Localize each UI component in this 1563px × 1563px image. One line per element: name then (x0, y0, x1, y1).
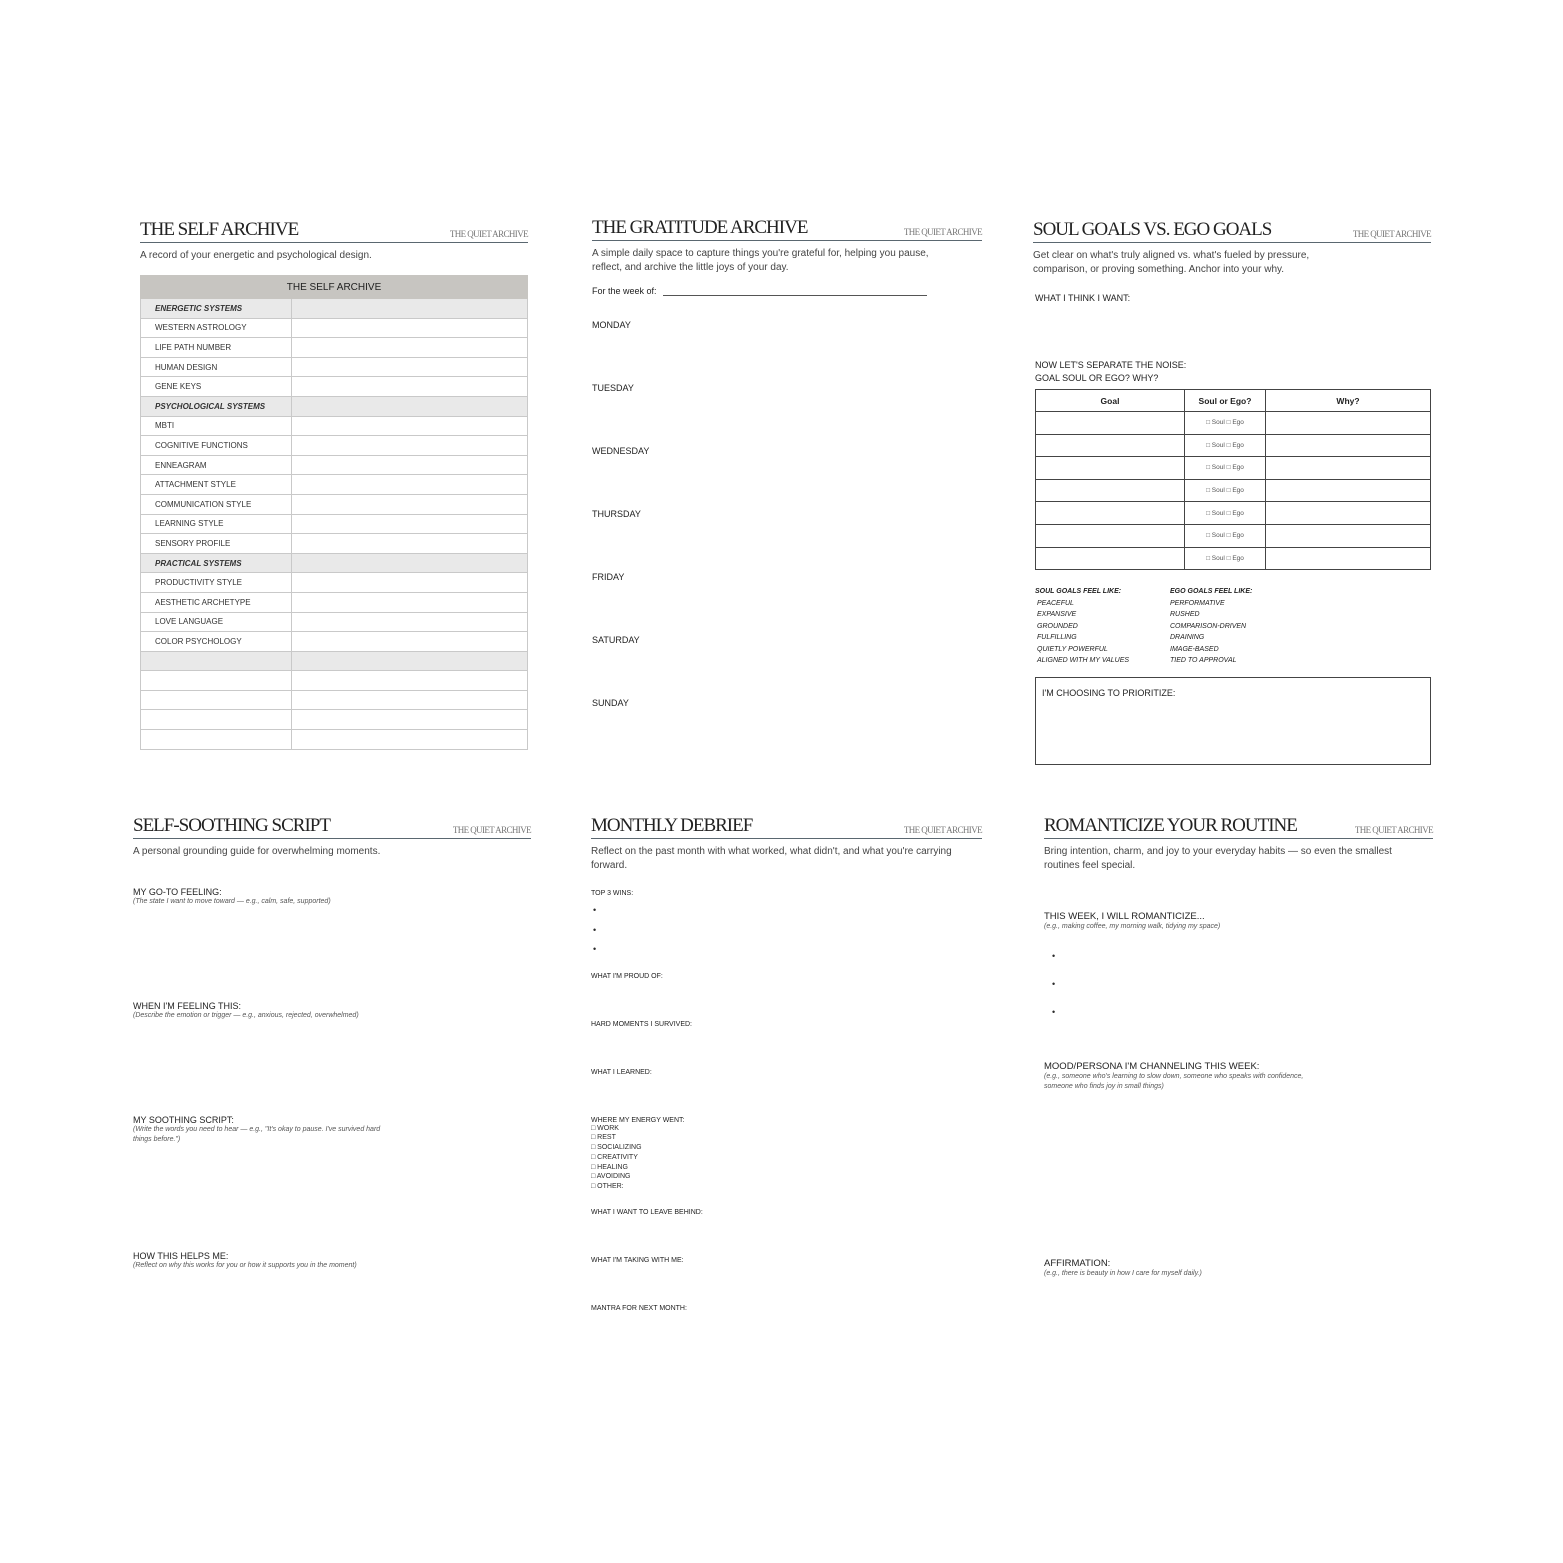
soul-ego-choice[interactable]: □ Soul □ Ego (1185, 479, 1266, 502)
leave-label: WHAT I WANT TO LEAVE BEHIND: (591, 1209, 703, 1217)
table-row (141, 710, 528, 730)
table-row (141, 494, 528, 514)
self-soothing-page (133, 814, 531, 1365)
row-value-cell[interactable] (292, 455, 528, 475)
goal-cell[interactable] (1036, 479, 1185, 502)
energy-option-checkbox[interactable]: □ WORK (591, 1124, 619, 1132)
row-value-cell[interactable] (292, 573, 528, 593)
table-row (1036, 479, 1431, 502)
day-label: SATURDAY (592, 635, 640, 645)
row-value-cell[interactable] (292, 416, 528, 436)
page-title: MONTHLY DEBRIEF (591, 815, 753, 836)
day-label: SUNDAY (592, 698, 629, 708)
soothing-section (133, 1001, 531, 1115)
section-row (141, 299, 528, 319)
table-row (141, 632, 528, 652)
ego-feel-list (1170, 586, 1305, 667)
table-row (141, 730, 528, 750)
win-bullet: • (593, 905, 597, 915)
ego-feel-item: RUSHED (1170, 611, 1200, 619)
week-label: THIS WEEK, I WILL ROMANTICIZE... (1044, 911, 1205, 922)
table-row (141, 534, 528, 554)
row-label: LOVE LANGUAGE (141, 612, 292, 632)
row-label: WESTERN ASTROLOGY (141, 318, 292, 338)
section-hint: (Describe the emotion or trigger — e.g., anxious, rejected, overwhelmed) (133, 1012, 359, 1019)
energy-option-checkbox[interactable]: □ SOCIALIZING (591, 1144, 642, 1152)
page-header (592, 216, 982, 241)
energy-option-checkbox[interactable]: □ HEALING (591, 1163, 628, 1171)
day-label: WEDNESDAY (592, 446, 650, 456)
table-header: THE SELF ARCHIVE (141, 276, 528, 299)
day-label: MONDAY (592, 320, 631, 330)
row-label (141, 651, 292, 671)
why-cell[interactable] (1266, 457, 1431, 480)
page-subtitle: Reflect on the past month with what worked, what didn't, and what you're carrying forward. (591, 846, 952, 871)
romanticize-bullet: • (1052, 1007, 1056, 1017)
row-label: AESTHETIC ARCHETYPE (141, 592, 292, 612)
row-label: PSYCHOLOGICAL SYSTEMS (141, 396, 292, 416)
page-header (1033, 218, 1431, 243)
soul-feel-list (1035, 586, 1170, 667)
row-label: GENE KEYS (141, 377, 292, 397)
soul-feel-item: QUIETLY POWERFUL (1037, 645, 1108, 653)
separate-label-2: GOAL SOUL OR EGO? WHY? (1035, 373, 1159, 383)
table-row (141, 514, 528, 534)
row-label: COGNITIVE FUNCTIONS (141, 436, 292, 456)
brand-mark: THE QUIET ARCHIVE (1352, 229, 1431, 239)
table-row (1036, 412, 1431, 435)
goal-cell[interactable] (1036, 457, 1185, 480)
wins-label: TOP 3 WINS: (591, 890, 634, 897)
day-label: TUESDAY (592, 383, 634, 393)
row-label: ENERGETIC SYSTEMS (141, 299, 292, 319)
soul-heading: SOUL GOALS FEEL LIKE: (1035, 588, 1122, 596)
mood-hint: (e.g., someone who's learning to slow down, someone who speaks with confidence, someone who finds joy in small things) (1044, 1073, 1304, 1090)
goal-cell[interactable] (1036, 502, 1185, 525)
row-label (141, 730, 292, 750)
hard-label: HARD MOMENTS I SURVIVED: (591, 1020, 692, 1028)
page-header (140, 218, 528, 243)
goal-cell[interactable] (1036, 434, 1185, 457)
soothing-section (133, 1115, 531, 1251)
win-bullet: • (593, 924, 597, 935)
table-row (141, 573, 528, 593)
goals-table (1035, 389, 1431, 570)
table-row (141, 318, 528, 338)
romanticize-bullet: • (1052, 979, 1056, 989)
table-row (141, 377, 528, 397)
soul-ego-choice[interactable]: □ Soul □ Ego (1185, 412, 1266, 435)
soul-goals-page (1033, 218, 1431, 765)
table-row (141, 592, 528, 612)
table-row (141, 612, 528, 632)
table-row (1036, 547, 1431, 570)
ego-feel-item: PERFORMATIVE (1170, 599, 1225, 607)
soothing-sections (133, 887, 531, 1365)
romanticize-bullet: • (1052, 951, 1056, 961)
row-label: PRACTICAL SYSTEMS (141, 553, 292, 573)
why-cell[interactable] (1266, 502, 1431, 525)
energy-options (591, 1124, 982, 1193)
row-label: PRODUCTIVITY STYLE (141, 573, 292, 593)
mantra-label: MANTRA FOR NEXT MONTH: (591, 1305, 687, 1313)
row-value-cell[interactable] (292, 318, 528, 338)
table-row (1036, 502, 1431, 525)
row-label: LIFE PATH NUMBER (141, 338, 292, 358)
table-row (141, 338, 528, 358)
section-label: MY GO-TO FEELING: (133, 887, 222, 897)
page-subtitle: A record of your energetic and psychological design. (140, 250, 372, 261)
soothing-section (133, 1251, 531, 1365)
row-label: COMMUNICATION STYLE (141, 494, 292, 514)
row-value-cell[interactable] (292, 710, 528, 730)
soothing-section (133, 887, 531, 1001)
week-hint: (e.g., making coffee, my morning walk, tidying my space) (1044, 923, 1221, 930)
page-header (133, 814, 531, 839)
row-value-cell[interactable] (292, 612, 528, 632)
taking-label: WHAT I'M TAKING WITH ME: (591, 1257, 684, 1265)
page-subtitle: A personal grounding guide for overwhelming moments. (133, 846, 381, 857)
brand-mark: THE QUIET ARCHIVE (903, 825, 982, 835)
page-subtitle: A simple daily space to capture things you're grateful for, helping you pause, reflect, and archive the little joys of your day. (592, 248, 929, 273)
affirmation-hint: (e.g., there is beauty in how I care for myself daily.) (1044, 1270, 1202, 1277)
col-goal: Goal (1036, 390, 1185, 412)
why-cell[interactable] (1266, 479, 1431, 502)
soul-feel-item: FULFILLING (1037, 634, 1077, 642)
section-label: HOW THIS HELPS ME: (133, 1251, 229, 1261)
page-title: ROMANTICIZE YOUR ROUTINE (1044, 815, 1297, 836)
mood-label: MOOD/PERSONA I'M CHANNELING THIS WEEK: (1044, 1061, 1260, 1072)
goal-cell[interactable] (1036, 412, 1185, 435)
table-row (141, 690, 528, 710)
row-label: ENNEAGRAM (141, 455, 292, 475)
section-hint: (The state I want to move toward — e.g., calm, safe, supported) (133, 898, 331, 905)
brand-mark: THE QUIET ARCHIVE (452, 825, 531, 835)
table-row (141, 416, 528, 436)
ego-feel-item: COMPARISON-DRIVEN (1170, 622, 1247, 630)
brand-mark: THE QUIET ARCHIVE (1354, 825, 1433, 835)
col-soul-or-ego: Soul or Ego? (1185, 390, 1266, 412)
soul-feel-item: EXPANSIVE (1037, 611, 1077, 619)
table-row (141, 671, 528, 691)
table-row (1036, 457, 1431, 480)
row-label (141, 690, 292, 710)
row-value-cell[interactable] (292, 690, 528, 710)
energy-option-checkbox[interactable]: □ CREATIVITY (591, 1153, 638, 1161)
page-title: THE GRATITUDE ARCHIVE (592, 217, 808, 238)
row-label (141, 671, 292, 691)
page-title: SOUL GOALS VS. EGO GOALS (1033, 219, 1272, 240)
romanticize-page (1044, 814, 1433, 1279)
section-row (141, 396, 528, 416)
section-row (141, 651, 528, 671)
row-label: LEARNING STYLE (141, 514, 292, 534)
ego-feel-item: IMAGE-BASED (1170, 645, 1219, 653)
row-value-cell[interactable] (292, 299, 528, 319)
prioritize-box[interactable] (1035, 677, 1431, 765)
prioritize-label: I'M CHOOSING TO PRIORITIZE: (1042, 687, 1176, 698)
self-archive-page (140, 218, 528, 750)
soul-feel-item: ALIGNED WITH MY VALUES (1037, 657, 1130, 665)
row-value-cell[interactable] (292, 357, 528, 377)
goal-cell[interactable] (1036, 547, 1185, 570)
table-row (141, 475, 528, 495)
separate-label-1: NOW LET'S SEPARATE THE NOISE: (1035, 360, 1187, 370)
why-cell[interactable] (1266, 412, 1431, 435)
ego-heading: EGO GOALS FEEL LIKE: (1170, 588, 1253, 596)
row-value-cell[interactable] (292, 632, 528, 652)
soul-ego-choice[interactable]: □ Soul □ Ego (1185, 502, 1266, 525)
goal-cell[interactable] (1036, 524, 1185, 547)
section-row (141, 553, 528, 573)
brand-mark: THE QUIET ARCHIVE (903, 227, 982, 237)
energy-option-checkbox[interactable]: □ AVOIDING (591, 1173, 631, 1181)
monthly-debrief-page (591, 814, 982, 1312)
soul-ego-choice[interactable]: □ Soul □ Ego (1185, 547, 1266, 570)
page-header (1044, 814, 1433, 839)
row-value-cell[interactable] (292, 338, 528, 358)
week-row (592, 285, 982, 296)
self-archive-table (140, 275, 528, 750)
section-hint: (Write the words you need to hear — e.g., "It's okay to pause. I've survived hard things before.") (133, 1126, 381, 1143)
think-label: WHAT I THINK I WANT: (1035, 293, 1131, 303)
feel-lists (1033, 586, 1431, 667)
gratitude-archive-page (592, 216, 982, 761)
row-label: MBTI (141, 416, 292, 436)
section-hint: (Reflect on why this works for you or how it supports you in the moment) (133, 1262, 357, 1269)
row-value-cell[interactable] (292, 475, 528, 495)
row-value-cell[interactable] (292, 534, 528, 554)
soul-feel-item: PEACEFUL (1037, 599, 1074, 607)
ego-feel-item: DRAINING (1170, 634, 1205, 642)
soul-feel-item: GROUNDED (1037, 622, 1078, 630)
romanticize-bullets (1044, 942, 1433, 1026)
week-line[interactable] (663, 285, 927, 296)
row-value-cell[interactable] (292, 494, 528, 514)
row-value-cell[interactable] (292, 396, 528, 416)
wins-list (591, 901, 982, 960)
row-value-cell[interactable] (292, 671, 528, 691)
brand-mark: THE QUIET ARCHIVE (449, 229, 528, 239)
learned-label: WHAT I LEARNED: (591, 1068, 652, 1076)
soul-ego-choice[interactable]: □ Soul □ Ego (1185, 457, 1266, 480)
day-label: THURSDAY (592, 509, 641, 519)
win-bullet: • (593, 944, 597, 954)
soul-ego-choice[interactable]: □ Soul □ Ego (1185, 524, 1266, 547)
page-title: THE SELF ARCHIVE (140, 219, 299, 240)
row-label (141, 710, 292, 730)
table-row (141, 357, 528, 377)
row-value-cell[interactable] (292, 377, 528, 397)
row-value-cell[interactable] (292, 436, 528, 456)
energy-option-checkbox[interactable]: □ OTHER: (591, 1183, 624, 1191)
row-value-cell[interactable] (292, 730, 528, 750)
soul-ego-choice[interactable]: □ Soul □ Ego (1185, 434, 1266, 457)
day-list (592, 320, 982, 761)
section-label: MY SOOTHING SCRIPT: (133, 1115, 234, 1125)
row-label: COLOR PSYCHOLOGY (141, 632, 292, 652)
ego-feel-item: TIED TO APPROVAL (1170, 657, 1237, 665)
energy-option-checkbox[interactable]: □ REST (591, 1134, 616, 1142)
proud-label: WHAT I'M PROUD OF: (591, 972, 663, 980)
row-value-cell[interactable] (292, 553, 528, 573)
row-value-cell[interactable] (292, 514, 528, 534)
table-row (141, 436, 528, 456)
row-label: ATTACHMENT STYLE (141, 475, 292, 495)
day-label: FRIDAY (592, 572, 625, 582)
page-title: SELF-SOOTHING SCRIPT (133, 815, 330, 836)
page-header (591, 814, 982, 839)
why-cell[interactable] (1266, 547, 1431, 570)
row-value-cell[interactable] (292, 592, 528, 612)
why-cell[interactable] (1266, 434, 1431, 457)
row-value-cell[interactable] (292, 651, 528, 671)
row-label: HUMAN DESIGN (141, 357, 292, 377)
why-cell[interactable] (1266, 524, 1431, 547)
energy-label: WHERE MY ENERGY WENT: (591, 1116, 685, 1124)
table-row (141, 455, 528, 475)
page-subtitle: Bring intention, charm, and joy to your everyday habits — so even the smallest routines feel special. (1044, 846, 1392, 871)
week-label: For the week of: (592, 286, 657, 296)
section-label: WHEN I'M FEELING THIS: (133, 1001, 242, 1011)
col-why: Why? (1266, 390, 1431, 412)
row-label: SENSORY PROFILE (141, 534, 292, 554)
affirmation-label: AFFIRMATION: (1044, 1258, 1111, 1269)
table-row (1036, 524, 1431, 547)
page-subtitle: Get clear on what's truly aligned vs. what's fueled by pressure, comparison, or proving something. Anchor into your why. (1033, 250, 1310, 275)
table-row (1036, 434, 1431, 457)
